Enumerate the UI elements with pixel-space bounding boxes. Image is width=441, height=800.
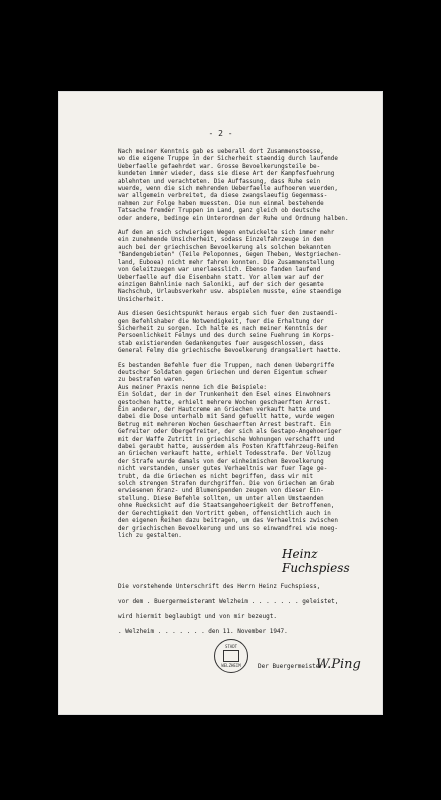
document-page xyxy=(58,91,383,715)
paragraph-1: Nach meiner Kenntnis gab es ueberall dort Zusammenstoesse, wo die eigene Truppe in der Sicherheit staendig durch laufende Ueberfaelle gefaehrdet war. Grosse Bevoelkerungsteile be- kundeten immer wieder, dass sie diese Art der Kampfesfuehrung ablehnten und verachteten. Die Auffassung, dass Ruhe sein wuerde, wenn die sich mehrenden Ueberfaelle aufhoeren wuerden, war allgemein verbreitet, da diese zwangslaeufig Gegenmass- nahmen zur Folge haben muessten. Die nun einmal bestehende Tatsache fremder Truppen im Land, ganz gleich ob deutsche oder andere, bedinge ein Unterordnen der Ruhe und Ordnung halben. xyxy=(118,149,349,222)
official-signature: W.Ping xyxy=(316,657,361,672)
official-title: Der Buergermeister xyxy=(258,663,324,670)
stamp-top-text: STADT xyxy=(224,644,238,649)
official-stamp xyxy=(214,639,248,673)
paragraph-2: Auf den an sich schwierigen Wegen entwickelte sich immer mehr ein zunehmende Unsicherheit, sodass Einzelfahrzeuge in den auch bei der griechischen Bevoelkerung als solchen bekannten "Bandengebieten" (Teile Peloponnes, Gegen Theben, Westgriechen- land, Euboea) nicht mehr fahren konnten. Die Zusammenstellung von Geleitzuegen war unerlaesslich. Ebenso fanden laufend Ueberfaelle auf die Eisenbahn statt. Vor allem war auf der einzigen Bahnlinie nach Saloniki, auf der sich der gesamte Nachschub, Urlaubsverkehr usw. abspielen musste, eine staendige Unsicherheit. xyxy=(118,230,342,303)
paragraph-4: Es bestanden Befehle fuer die Truppen, nach denen Uebergriffe deutscher Soldaten gegen Griechen und deren Eigentum schwer zu bestrafen waren. Aus meiner Praxis nenne ich die Beispiele: Ein Soldat, der in der Trunkenheit den Esel eines Einwohners gestochen hatte, erhielt mehrere Wochen geschaerften Arrest. Ein anderer, der Hautcreme an Griechen verkauft hatte und dabei die Dose unterhalb mit Sand gefuellt hatte, wurde wegen Betrug mit mehreren Wochen Geschaerften Arrest bestraft. Ein Gefreiter oder Obergefreiter, der sich als Gestapo-Angehoeriger mit der Waffe Zutritt in griechische Wohnungen verschafft und dabei geraubt hatte, ausserdem als Posten Kraftfahrzeug-Reifen an Griechen verkauft hatte, erhielt Todesstrafe. Der Vollzug der Strafe wurde damals von der einheimischen Bevoelkerung nicht verstanden, unser gutes Verhaeltnis war fuer Tage ge- trubt, da die Griechen es nicht begriffen, dass wir mit solch strengen Strafen durchgriffen. Die von Griechen am Grab erwiesenen Kranz- und Blumenspenden zeugen von dieser Ein- stellung. Diese Befehle sollten, um unter allen Umstaenden ohne Ruecksicht auf die Staatsangehoerigkeit der Betroffenen, der Gerechtigkeit den Vortritt geben, offensichtlich auch in den eigenen Reihen dazu beitragen, um das Verhaeltnis zwischen der griechischen Bevoelkerung und uns so einwandfrei wie moeg- lich zu gestalten. xyxy=(118,362,342,539)
page-number: - 2 - xyxy=(208,129,233,138)
handwritten-signature: Heinz Fuchspiess xyxy=(282,547,350,575)
stamp-bottom-text: WELZHEIM xyxy=(221,663,241,668)
paragraph-3: Aus diesen Gesichtspunkt heraus ergab sich fuer den zustaendi- gen Befehlshaber die Notwendigkeit, fuer die Erhaltung der Sicherheit zu sorgen. Ich halte es nach meiner Kenntnis der Persoenlichkeit Felmys und des durch seine Fuehrung im Korps- stab existierenden Gedankengutes fuer ausgeschlossen, dass General Felmy die griechische Bevoelkerung drangsaliert haette. xyxy=(118,311,342,355)
stamp-emblem-icon xyxy=(223,650,239,662)
letter-body xyxy=(118,149,380,547)
certification-text: Die vorstehende Unterschrift des Herrn Heinz Fuchspiess, vor dem . Buergermeisteramt Welzheim . . . . . . . geleistet, wird hiermit beglaubigt und von mir bezeugt. . Welzheim . . . . . . . den 11. November 1947. xyxy=(118,583,339,635)
